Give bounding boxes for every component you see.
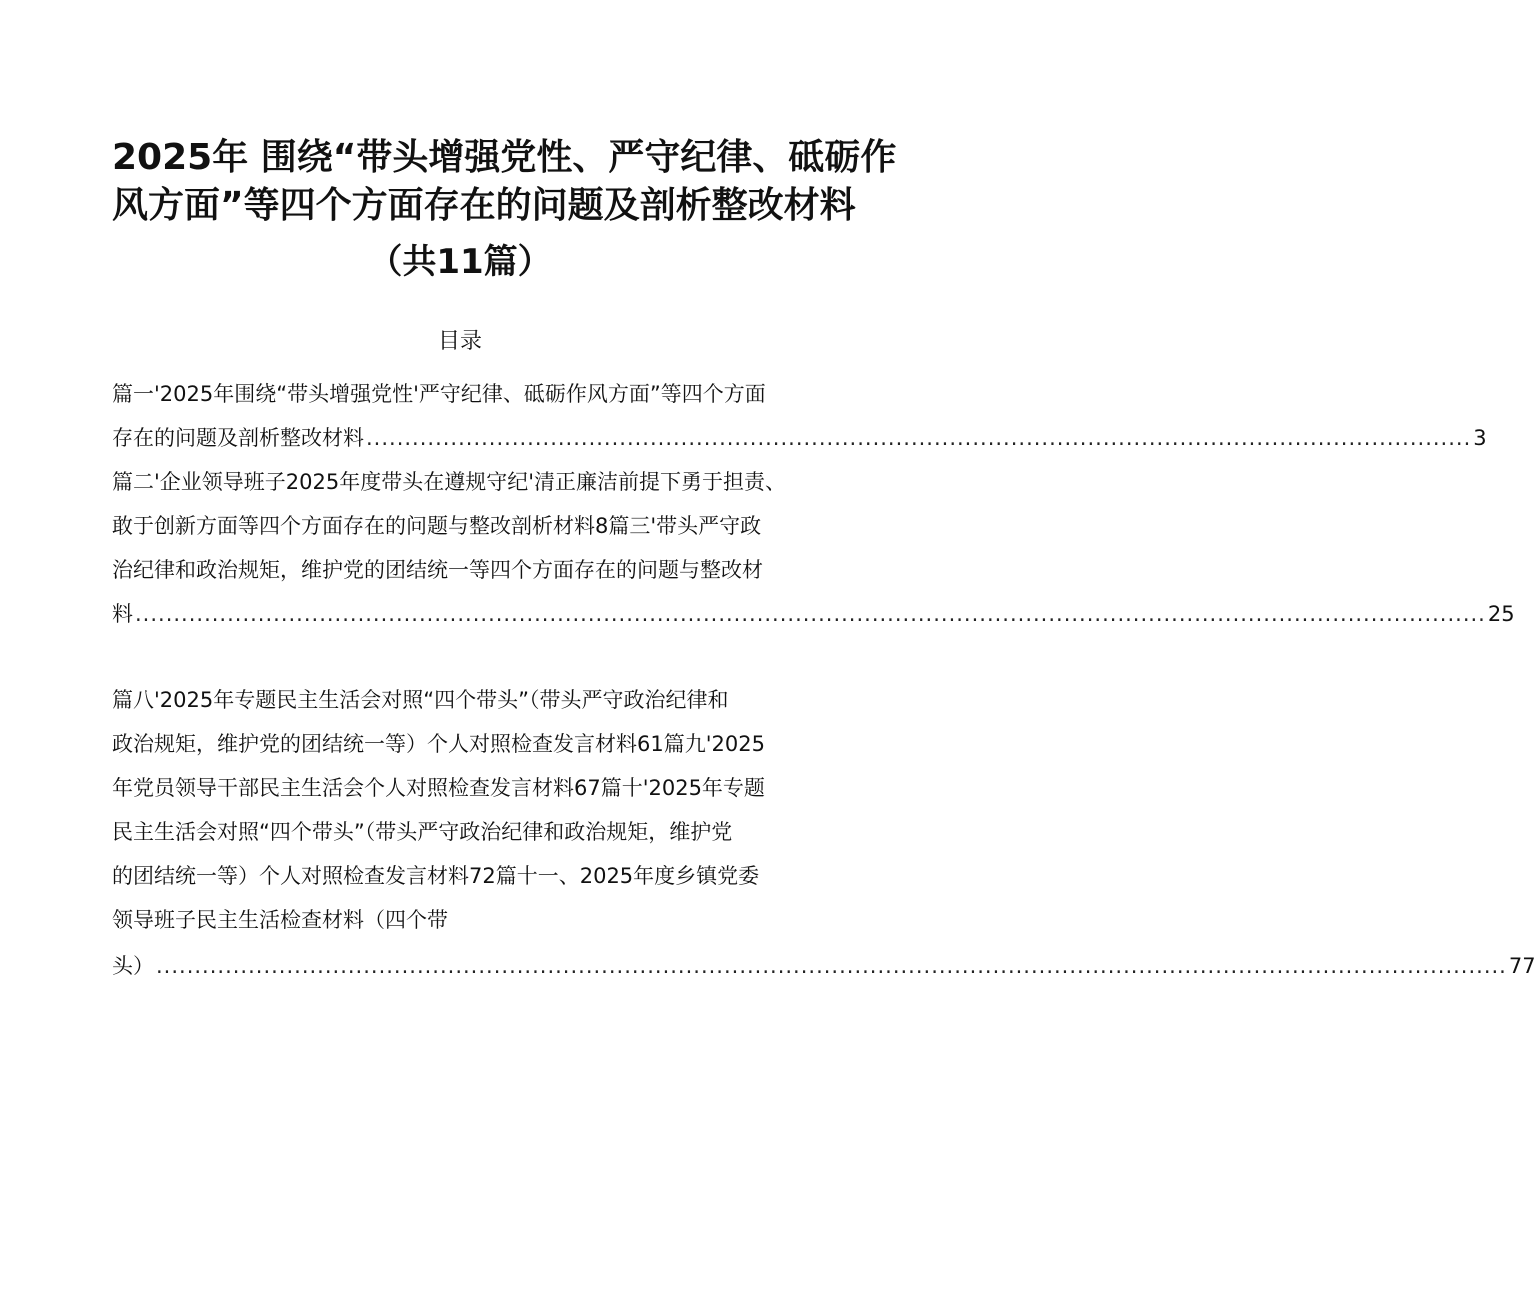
toc-line-text: 头） bbox=[112, 954, 154, 978]
toc-line-text: 敢于创新方面等四个方面存在的问题与整改剖析材料8篇三'带头严守政 bbox=[112, 514, 762, 538]
toc-line-text: 民主生活会对照“四个带头”（带头严守政治纪律和政治规矩，维护党 bbox=[112, 820, 733, 844]
toc-line-text: 篇二'企业领导班子2025年度带头在遵规守纪'清正廉洁前提下勇于担责、 bbox=[112, 470, 786, 494]
toc-entry[interactable] bbox=[112, 418, 1487, 458]
toc-line bbox=[112, 680, 728, 720]
toc-leader-dots: ................................................................................................................................................................................ bbox=[135, 602, 1486, 626]
toc-heading: 目录 bbox=[437, 329, 482, 354]
toc-line-text: 领导班子民主生活检查材料（四个带 bbox=[112, 908, 448, 932]
document-title-count: （共11篇） bbox=[368, 242, 552, 282]
toc-page-number: 25 bbox=[1487, 602, 1515, 626]
toc-line bbox=[112, 550, 763, 590]
document-title-line-1: 2025年 围绕“带头增强党性、严守纪律、砥砺作 bbox=[112, 137, 897, 178]
toc-line bbox=[112, 900, 448, 940]
toc-entry[interactable] bbox=[112, 594, 1515, 634]
toc-line-text: 存在的问题及剖析整改材料 bbox=[112, 426, 364, 450]
toc-line bbox=[112, 374, 766, 414]
toc-line-text: 政治规矩，维护党的团结统一等）个人对照检查发言材料61篇九'2025 bbox=[112, 732, 765, 756]
toc-line bbox=[112, 768, 765, 808]
toc-line-text: 料 bbox=[112, 602, 133, 626]
toc-line-text: 年党员领导干部民主生活会个人对照检查发言材料67篇十'2025年专题 bbox=[112, 776, 765, 800]
toc-line-text: 篇一'2025年围绕“带头增强党性'严守纪律、砥砺作风方面”等四个方面 bbox=[112, 382, 766, 406]
toc-line bbox=[112, 724, 765, 764]
toc-page-number: 3 bbox=[1473, 426, 1487, 450]
toc-leader-dots: ................................................................................................................................................ bbox=[366, 426, 1472, 450]
toc-line bbox=[112, 506, 761, 546]
toc-line bbox=[112, 812, 732, 852]
toc-line-text: 篇八'2025年专题民主生活会对照“四个带头”（带头严守政治纪律和 bbox=[112, 688, 729, 712]
toc-line-text: 的团结统一等）个人对照检查发言材料72篇十一、2025年度乡镇党委 bbox=[112, 864, 760, 888]
toc-line bbox=[112, 856, 759, 896]
document-title-line-2: 风方面”等四个方面存在的问题及剖析整改材料 bbox=[112, 185, 856, 226]
toc-page-number: 77 bbox=[1508, 954, 1536, 978]
toc-leader-dots: ................................................................................................................................................................................ bbox=[156, 954, 1507, 978]
toc-line bbox=[112, 462, 786, 502]
toc-line-text: 治纪律和政治规矩，维护党的团结统一等四个方面存在的问题与整改材 bbox=[112, 558, 763, 582]
toc-entry[interactable] bbox=[112, 946, 1536, 986]
